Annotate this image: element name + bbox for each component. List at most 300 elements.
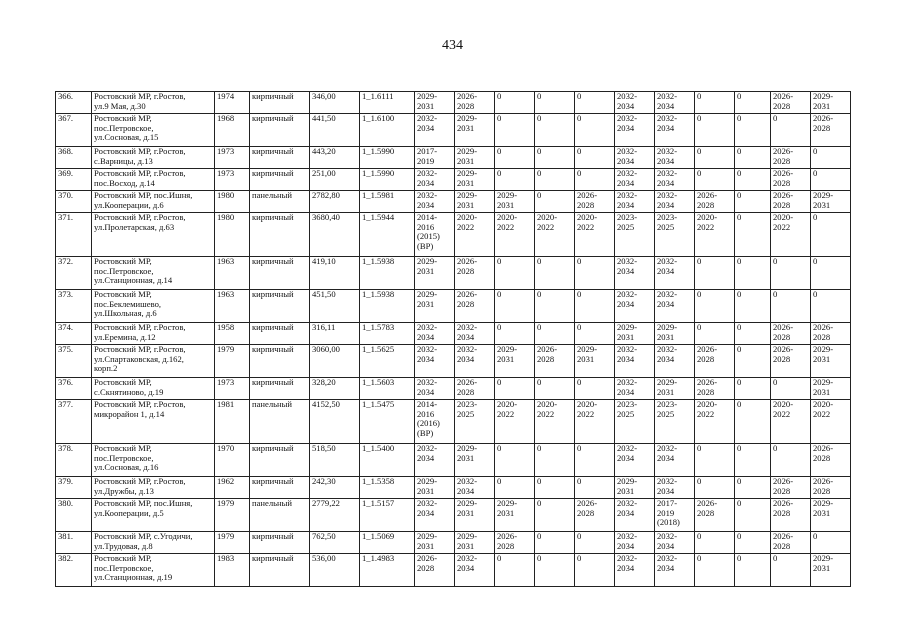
cell-row-number: 377. — [56, 400, 92, 444]
cell-term-9: 0 — [735, 147, 771, 169]
cell-term-2: 2029- 2031 — [455, 532, 495, 554]
cell-term-7: 2032- 2034 — [655, 444, 695, 477]
cell-term-6: 2032- 2034 — [615, 290, 655, 323]
cell-term-1: 2032- 2034 — [415, 191, 455, 213]
table-row — [56, 345, 851, 378]
cell-term-7: 2032- 2034 — [655, 345, 695, 378]
cell-area: 419,10 — [310, 257, 360, 290]
cell-term-6: 2032- 2034 — [615, 378, 655, 400]
cell-term-10: 2020- 2022 — [771, 213, 811, 257]
table-row — [56, 400, 851, 444]
cell-wall-material: кирпичный — [250, 290, 310, 323]
cell-term-8: 0 — [695, 147, 735, 169]
cell-row-number: 370. — [56, 191, 92, 213]
cell-term-11: 2029- 2031 — [811, 378, 851, 400]
cell-term-8: 2026- 2028 — [695, 378, 735, 400]
cell-term-9: 0 — [735, 92, 771, 114]
cell-term-1: 2029- 2031 — [415, 257, 455, 290]
table-body — [56, 92, 851, 587]
cell-term-9: 0 — [735, 477, 771, 499]
cell-term-5: 2026- 2028 — [575, 191, 615, 213]
cell-term-3: 0 — [495, 444, 535, 477]
cell-term-1: 2029- 2031 — [415, 477, 455, 499]
cell-term-10: 0 — [771, 290, 811, 323]
cell-term-11: 2029- 2031 — [811, 92, 851, 114]
cell-build-year: 1970 — [215, 444, 250, 477]
cell-term-7: 2029- 2031 — [655, 378, 695, 400]
cell-term-6: 2032- 2034 — [615, 499, 655, 532]
cell-wall-material: кирпичный — [250, 477, 310, 499]
cell-area: 443,20 — [310, 147, 360, 169]
cell-term-4: 0 — [535, 290, 575, 323]
cell-wall-material: панельный — [250, 499, 310, 532]
cell-term-5: 0 — [575, 257, 615, 290]
cell-term-1: 2014- 2016 (2015) (ВР) — [415, 213, 455, 257]
cell-term-5: 0 — [575, 169, 615, 191]
cell-term-11: 2029- 2031 — [811, 191, 851, 213]
cell-row-number: 367. — [56, 114, 92, 147]
table-row — [56, 499, 851, 532]
cell-term-1: 2029- 2031 — [415, 532, 455, 554]
cell-term-3: 0 — [495, 114, 535, 147]
cell-term-7: 2032- 2034 — [655, 290, 695, 323]
cell-term-3: 2029- 2031 — [495, 191, 535, 213]
cell-term-11: 0 — [811, 532, 851, 554]
cell-term-9: 0 — [735, 554, 771, 587]
cell-term-10: 2026- 2028 — [771, 191, 811, 213]
cell-term-8: 2026- 2028 — [695, 345, 735, 378]
cell-build-year: 1963 — [215, 290, 250, 323]
cell-row-number: 380. — [56, 499, 92, 532]
cell-term-8: 2026- 2028 — [695, 191, 735, 213]
cell-term-9: 0 — [735, 532, 771, 554]
cell-build-year: 1979 — [215, 345, 250, 378]
cell-term-11: 2029- 2031 — [811, 499, 851, 532]
cell-row-number: 375. — [56, 345, 92, 378]
cell-term-10: 0 — [771, 378, 811, 400]
cell-term-7: 2017- 2019 (2018) — [655, 499, 695, 532]
cell-term-1: 2032- 2034 — [415, 323, 455, 345]
cell-address: Ростовский МР, г.Ростов, ул.Дружбы, д.13 — [92, 477, 215, 499]
cell-code: 1_1.5990 — [360, 169, 415, 191]
cell-term-10: 2026- 2028 — [771, 532, 811, 554]
cell-term-5: 0 — [575, 114, 615, 147]
cell-term-4: 0 — [535, 444, 575, 477]
cell-row-number: 381. — [56, 532, 92, 554]
cell-build-year: 1973 — [215, 378, 250, 400]
cell-term-7: 2032- 2034 — [655, 477, 695, 499]
cell-term-5: 2026- 2028 — [575, 499, 615, 532]
cell-term-5: 2020- 2022 — [575, 213, 615, 257]
cell-code: 1_1.5400 — [360, 444, 415, 477]
cell-term-2: 2029- 2031 — [455, 499, 495, 532]
cell-term-11: 2026- 2028 — [811, 323, 851, 345]
cell-address: Ростовский МР, пос.Петровское, ул.Сосновая, д.16 — [92, 444, 215, 477]
cell-term-7: 2032- 2034 — [655, 532, 695, 554]
cell-area: 441,50 — [310, 114, 360, 147]
cell-address: Ростовский МР, г.Ростов, ул.Еремина, д.12 — [92, 323, 215, 345]
cell-term-4: 2026- 2028 — [535, 345, 575, 378]
cell-term-8: 0 — [695, 444, 735, 477]
cell-term-6: 2032- 2034 — [615, 444, 655, 477]
cell-address: Ростовский МР, с.Скнятиново, д.19 — [92, 378, 215, 400]
cell-address: Ростовский МР, г.Ростов, ул.9 Мая, д.30 — [92, 92, 215, 114]
cell-term-2: 2029- 2031 — [455, 114, 495, 147]
cell-build-year: 1983 — [215, 554, 250, 587]
cell-term-7: 2032- 2034 — [655, 191, 695, 213]
cell-term-10: 0 — [771, 554, 811, 587]
cell-term-1: 2026- 2028 — [415, 554, 455, 587]
housing-register-table — [55, 91, 851, 587]
cell-term-1: 2017- 2019 — [415, 147, 455, 169]
cell-term-5: 0 — [575, 378, 615, 400]
cell-term-2: 2026- 2028 — [455, 378, 495, 400]
cell-term-8: 2020- 2022 — [695, 213, 735, 257]
cell-term-2: 2023- 2025 — [455, 400, 495, 444]
cell-term-3: 2029- 2031 — [495, 499, 535, 532]
cell-term-7: 2032- 2034 — [655, 92, 695, 114]
cell-term-2: 2029- 2031 — [455, 169, 495, 191]
cell-term-4: 0 — [535, 169, 575, 191]
cell-address: Ростовский МР, пос.Петровское, ул.Сосновая, д.15 — [92, 114, 215, 147]
cell-term-11: 0 — [811, 147, 851, 169]
cell-term-3: 2020- 2022 — [495, 400, 535, 444]
cell-wall-material: кирпичный — [250, 345, 310, 378]
cell-term-3: 0 — [495, 257, 535, 290]
cell-code: 1_1.5603 — [360, 378, 415, 400]
cell-term-1: 2032- 2034 — [415, 499, 455, 532]
cell-row-number: 379. — [56, 477, 92, 499]
cell-term-7: 2029- 2031 — [655, 323, 695, 345]
cell-term-2: 2029- 2031 — [455, 147, 495, 169]
cell-area: 242,30 — [310, 477, 360, 499]
cell-term-6: 2032- 2034 — [615, 114, 655, 147]
cell-term-11: 0 — [811, 290, 851, 323]
cell-term-2: 2026- 2028 — [455, 290, 495, 323]
cell-term-4: 0 — [535, 323, 575, 345]
cell-code: 1_1.5938 — [360, 290, 415, 323]
cell-term-4: 0 — [535, 114, 575, 147]
cell-term-10: 2026- 2028 — [771, 345, 811, 378]
cell-build-year: 1963 — [215, 257, 250, 290]
cell-term-6: 2023- 2025 — [615, 213, 655, 257]
cell-row-number: 372. — [56, 257, 92, 290]
cell-area: 3060,00 — [310, 345, 360, 378]
cell-term-11: 2026- 2028 — [811, 444, 851, 477]
cell-term-11: 2026- 2028 — [811, 477, 851, 499]
cell-code: 1_1.4983 — [360, 554, 415, 587]
table-row — [56, 147, 851, 169]
cell-term-2: 2020- 2022 — [455, 213, 495, 257]
cell-row-number: 378. — [56, 444, 92, 477]
cell-term-6: 2032- 2034 — [615, 92, 655, 114]
cell-term-9: 0 — [735, 114, 771, 147]
cell-term-8: 0 — [695, 477, 735, 499]
cell-address: Ростовский МР, г.Ростов, пос.Восход, д.14 — [92, 169, 215, 191]
cell-build-year: 1973 — [215, 169, 250, 191]
cell-term-2: 2029- 2031 — [455, 191, 495, 213]
cell-code: 1_1.5981 — [360, 191, 415, 213]
page-number: 434 — [442, 38, 463, 53]
cell-row-number: 373. — [56, 290, 92, 323]
cell-term-10: 0 — [771, 444, 811, 477]
cell-term-2: 2032- 2034 — [455, 345, 495, 378]
cell-term-3: 2026- 2028 — [495, 532, 535, 554]
table-row — [56, 532, 851, 554]
cell-area: 316,11 — [310, 323, 360, 345]
cell-term-6: 2032- 2034 — [615, 345, 655, 378]
cell-row-number: 382. — [56, 554, 92, 587]
cell-term-9: 0 — [735, 499, 771, 532]
cell-term-8: 0 — [695, 169, 735, 191]
cell-term-8: 0 — [695, 257, 735, 290]
cell-term-3: 2020- 2022 — [495, 213, 535, 257]
cell-wall-material: кирпичный — [250, 323, 310, 345]
cell-term-5: 0 — [575, 323, 615, 345]
cell-term-9: 0 — [735, 323, 771, 345]
cell-term-2: 2032- 2034 — [455, 554, 495, 587]
cell-wall-material: кирпичный — [250, 147, 310, 169]
cell-term-3: 0 — [495, 92, 535, 114]
cell-term-8: 0 — [695, 290, 735, 323]
cell-term-9: 0 — [735, 378, 771, 400]
cell-term-5: 0 — [575, 92, 615, 114]
cell-wall-material: кирпичный — [250, 378, 310, 400]
cell-code: 1_1.5358 — [360, 477, 415, 499]
cell-row-number: 374. — [56, 323, 92, 345]
table-row — [56, 213, 851, 257]
cell-code: 1_1.5069 — [360, 532, 415, 554]
table-row — [56, 169, 851, 191]
cell-term-2: 2029- 2031 — [455, 444, 495, 477]
cell-term-5: 2020- 2022 — [575, 400, 615, 444]
cell-code: 1_1.5157 — [360, 499, 415, 532]
cell-address: Ростовский МР, г.Ростов, ул.Спартаковская, д.162, корп.2 — [92, 345, 215, 378]
cell-term-3: 0 — [495, 378, 535, 400]
cell-term-10: 2026- 2028 — [771, 92, 811, 114]
cell-term-2: 2026- 2028 — [455, 257, 495, 290]
cell-term-7: 2032- 2034 — [655, 147, 695, 169]
cell-term-10: 2026- 2028 — [771, 169, 811, 191]
cell-term-4: 0 — [535, 147, 575, 169]
table-row — [56, 477, 851, 499]
table-row — [56, 191, 851, 213]
cell-term-3: 2029- 2031 — [495, 345, 535, 378]
cell-term-1: 2032- 2034 — [415, 378, 455, 400]
cell-term-10: 2026- 2028 — [771, 323, 811, 345]
cell-term-3: 0 — [495, 147, 535, 169]
cell-area: 2782,80 — [310, 191, 360, 213]
cell-term-8: 0 — [695, 323, 735, 345]
table-row — [56, 257, 851, 290]
cell-address: Ростовский МР, пос.Ишня, ул.Кооперации, д.5 — [92, 499, 215, 532]
cell-address: Ростовский МР, пос.Петровское, ул.Станционная, д.14 — [92, 257, 215, 290]
cell-term-1: 2029- 2031 — [415, 290, 455, 323]
cell-term-6: 2032- 2034 — [615, 532, 655, 554]
cell-wall-material: кирпичный — [250, 532, 310, 554]
cell-term-5: 0 — [575, 290, 615, 323]
cell-term-7: 2032- 2034 — [655, 257, 695, 290]
cell-term-7: 2023- 2025 — [655, 213, 695, 257]
cell-term-10: 2020- 2022 — [771, 400, 811, 444]
cell-term-2: 2032- 2034 — [455, 477, 495, 499]
cell-term-5: 0 — [575, 532, 615, 554]
cell-term-11: 2026- 2028 — [811, 114, 851, 147]
cell-term-9: 0 — [735, 257, 771, 290]
cell-wall-material: панельный — [250, 191, 310, 213]
table-row — [56, 114, 851, 147]
cell-area: 451,50 — [310, 290, 360, 323]
cell-code: 1_1.5990 — [360, 147, 415, 169]
cell-term-9: 0 — [735, 191, 771, 213]
cell-term-4: 0 — [535, 378, 575, 400]
cell-term-11: 0 — [811, 169, 851, 191]
cell-address: Ростовский МР, пос.Ишня, ул.Кооперации, д.6 — [92, 191, 215, 213]
cell-code: 1_1.5783 — [360, 323, 415, 345]
table-row — [56, 323, 851, 345]
cell-code: 1_1.6111 — [360, 92, 415, 114]
cell-term-6: 2032- 2034 — [615, 191, 655, 213]
cell-term-1: 2032- 2034 — [415, 345, 455, 378]
cell-term-4: 2020- 2022 — [535, 400, 575, 444]
cell-row-number: 368. — [56, 147, 92, 169]
cell-row-number: 376. — [56, 378, 92, 400]
cell-term-6: 2029- 2031 — [615, 477, 655, 499]
cell-wall-material: кирпичный — [250, 92, 310, 114]
cell-build-year: 1979 — [215, 532, 250, 554]
cell-address: Ростовский МР, г.Ростов, микрорайон 1, д.14 — [92, 400, 215, 444]
cell-wall-material: кирпичный — [250, 257, 310, 290]
cell-term-11: 2020- 2022 — [811, 400, 851, 444]
cell-term-8: 0 — [695, 114, 735, 147]
cell-address: Ростовский МР, с.Угодичи, ул.Трудовая, д.8 — [92, 532, 215, 554]
cell-wall-material: панельный — [250, 400, 310, 444]
cell-term-3: 0 — [495, 323, 535, 345]
cell-term-9: 0 — [735, 213, 771, 257]
cell-code: 1_1.5475 — [360, 400, 415, 444]
cell-term-10: 2026- 2028 — [771, 477, 811, 499]
cell-term-8: 2026- 2028 — [695, 499, 735, 532]
cell-build-year: 1973 — [215, 147, 250, 169]
cell-wall-material: кирпичный — [250, 114, 310, 147]
cell-term-11: 0 — [811, 213, 851, 257]
cell-row-number: 369. — [56, 169, 92, 191]
cell-term-1: 2014- 2016 (2016) (ВР) — [415, 400, 455, 444]
cell-term-5: 0 — [575, 444, 615, 477]
cell-area: 4152,50 — [310, 400, 360, 444]
cell-build-year: 1980 — [215, 213, 250, 257]
cell-term-4: 0 — [535, 477, 575, 499]
cell-term-4: 0 — [535, 257, 575, 290]
cell-term-6: 2023- 2025 — [615, 400, 655, 444]
cell-build-year: 1958 — [215, 323, 250, 345]
cell-term-9: 0 — [735, 290, 771, 323]
cell-term-9: 0 — [735, 345, 771, 378]
cell-term-7: 2032- 2034 — [655, 114, 695, 147]
cell-term-10: 2026- 2028 — [771, 499, 811, 532]
table-row — [56, 378, 851, 400]
cell-wall-material: кирпичный — [250, 169, 310, 191]
cell-term-6: 2032- 2034 — [615, 257, 655, 290]
cell-term-6: 2029- 2031 — [615, 323, 655, 345]
cell-term-1: 2032- 2034 — [415, 444, 455, 477]
cell-term-5: 2029- 2031 — [575, 345, 615, 378]
cell-term-5: 0 — [575, 147, 615, 169]
table-row — [56, 92, 851, 114]
cell-build-year: 1962 — [215, 477, 250, 499]
cell-term-10: 2026- 2028 — [771, 147, 811, 169]
cell-term-2: 2032- 2034 — [455, 323, 495, 345]
cell-area: 2779,22 — [310, 499, 360, 532]
cell-term-7: 2032- 2034 — [655, 169, 695, 191]
cell-term-4: 0 — [535, 191, 575, 213]
cell-term-8: 0 — [695, 532, 735, 554]
cell-wall-material: кирпичный — [250, 554, 310, 587]
cell-term-11: 2029- 2031 — [811, 554, 851, 587]
cell-term-7: 2023- 2025 — [655, 400, 695, 444]
cell-term-9: 0 — [735, 169, 771, 191]
cell-term-1: 2029- 2031 — [415, 92, 455, 114]
cell-build-year: 1974 — [215, 92, 250, 114]
cell-term-4: 2020- 2022 — [535, 213, 575, 257]
cell-area: 762,50 — [310, 532, 360, 554]
cell-term-8: 0 — [695, 554, 735, 587]
cell-wall-material: кирпичный — [250, 444, 310, 477]
cell-term-6: 2032- 2034 — [615, 554, 655, 587]
cell-term-8: 2020- 2022 — [695, 400, 735, 444]
cell-area: 328,20 — [310, 378, 360, 400]
cell-address: Ростовский МР, пос.Петровское, ул.Станционная, д.19 — [92, 554, 215, 587]
cell-address: Ростовский МР, г.Ростов, ул.Пролетарская, д.63 — [92, 213, 215, 257]
cell-address: Ростовский МР, г.Ростов, с.Варницы, д.13 — [92, 147, 215, 169]
cell-term-4: 0 — [535, 92, 575, 114]
cell-code: 1_1.5944 — [360, 213, 415, 257]
cell-term-8: 0 — [695, 92, 735, 114]
cell-term-3: 0 — [495, 477, 535, 499]
cell-area: 3680,40 — [310, 213, 360, 257]
table-row — [56, 444, 851, 477]
cell-term-7: 2032- 2034 — [655, 554, 695, 587]
cell-code: 1_1.6100 — [360, 114, 415, 147]
cell-build-year: 1968 — [215, 114, 250, 147]
cell-build-year: 1981 — [215, 400, 250, 444]
cell-area: 518,50 — [310, 444, 360, 477]
cell-term-11: 0 — [811, 257, 851, 290]
cell-term-3: 0 — [495, 554, 535, 587]
cell-term-3: 0 — [495, 169, 535, 191]
cell-term-6: 2032- 2034 — [615, 147, 655, 169]
table-row — [56, 554, 851, 587]
cell-term-10: 0 — [771, 257, 811, 290]
cell-term-3: 0 — [495, 290, 535, 323]
cell-address: Ростовский МР, пос.Беклемишево, ул.Школьная, д.6 — [92, 290, 215, 323]
cell-area: 346,00 — [310, 92, 360, 114]
cell-term-11: 2029- 2031 — [811, 345, 851, 378]
cell-term-10: 0 — [771, 114, 811, 147]
cell-term-2: 2026- 2028 — [455, 92, 495, 114]
cell-term-4: 0 — [535, 554, 575, 587]
cell-build-year: 1980 — [215, 191, 250, 213]
cell-term-4: 0 — [535, 499, 575, 532]
cell-term-9: 0 — [735, 444, 771, 477]
cell-term-9: 0 — [735, 400, 771, 444]
cell-term-4: 0 — [535, 532, 575, 554]
cell-build-year: 1979 — [215, 499, 250, 532]
cell-area: 536,00 — [310, 554, 360, 587]
cell-term-1: 2032- 2034 — [415, 114, 455, 147]
cell-term-1: 2032- 2034 — [415, 169, 455, 191]
cell-wall-material: кирпичный — [250, 213, 310, 257]
